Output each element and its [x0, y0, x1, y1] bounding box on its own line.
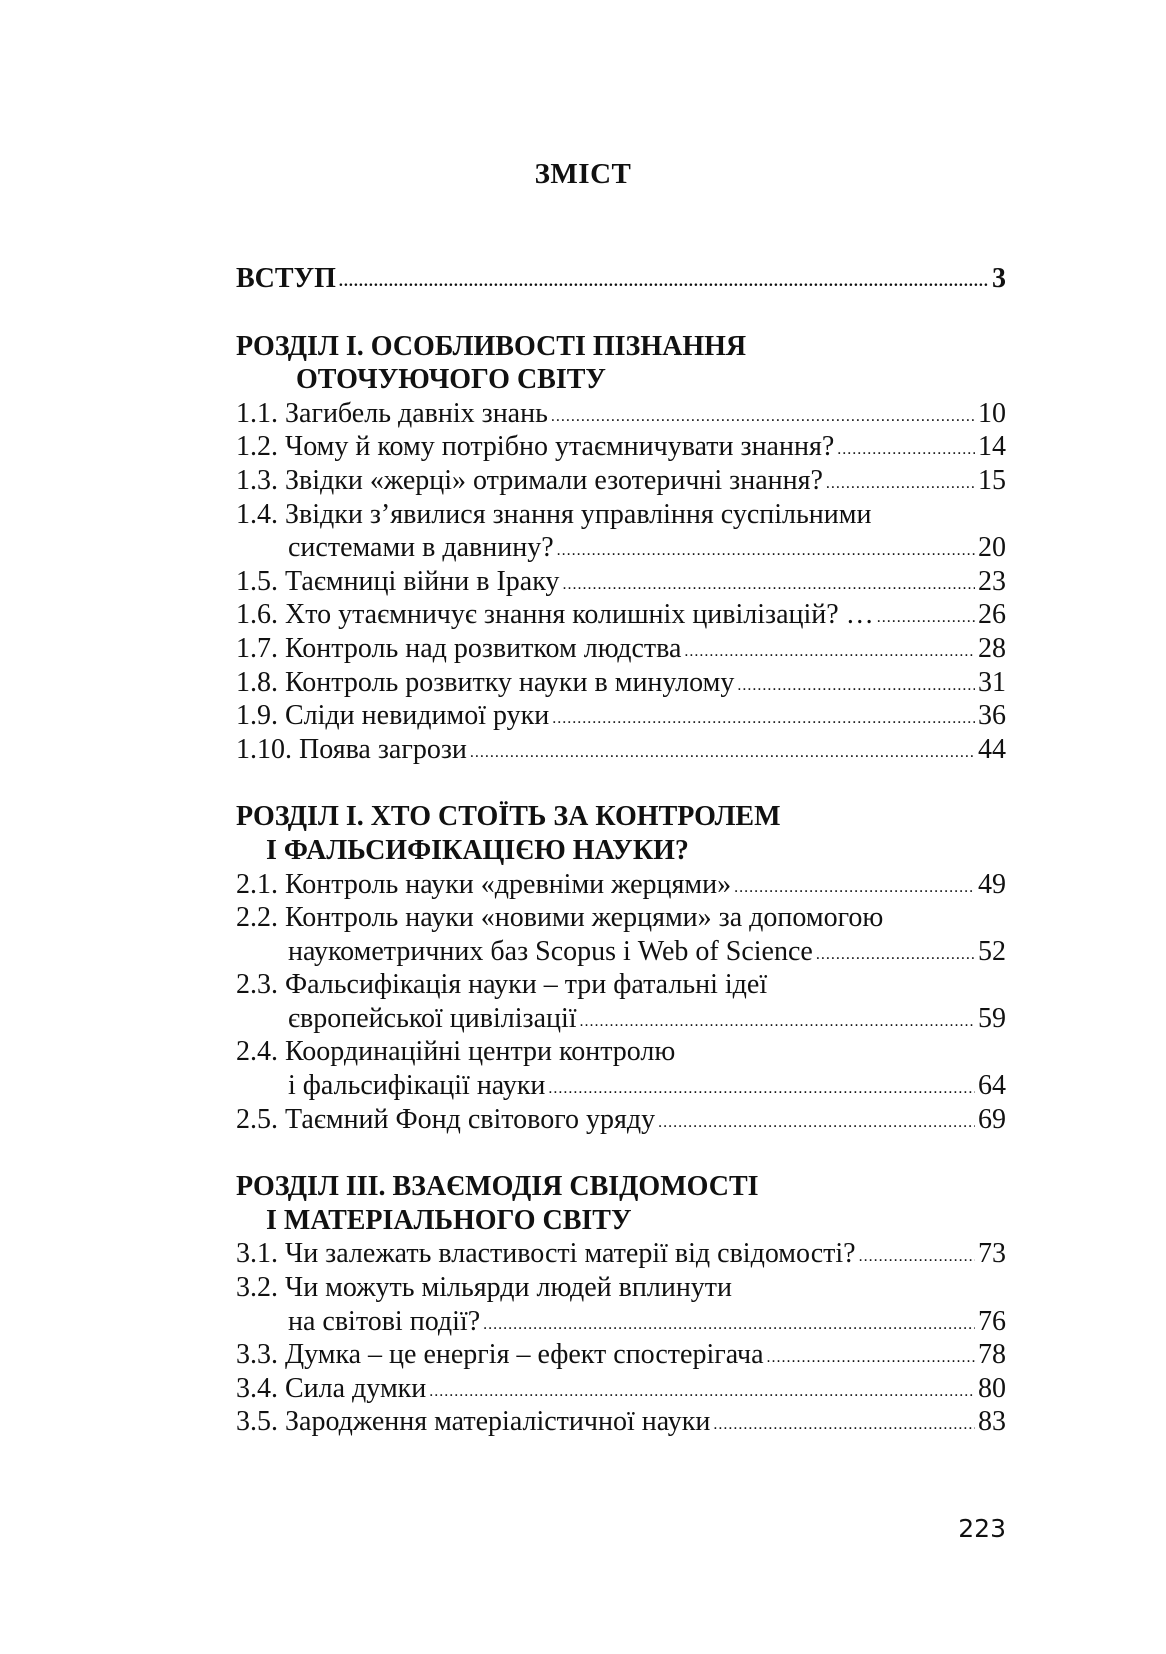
dot-leader	[816, 938, 975, 972]
toc-entry-page: 15	[978, 464, 1006, 496]
dot-leader	[551, 400, 975, 434]
toc-entry[interactable]	[236, 666, 1006, 700]
table-of-contents	[236, 262, 1006, 1473]
toc-entry[interactable]	[236, 565, 1006, 599]
toc-entry[interactable]	[236, 1237, 1006, 1271]
dot-leader	[483, 1308, 975, 1342]
section-heading-line: І ФАЛЬСИФІКАЦІЄЮ НАУКИ?	[266, 834, 689, 866]
section-heading-line: РОЗДІЛ І. ОСОБЛИВОСТІ ПІЗНАННЯ	[236, 330, 747, 362]
toc-entry-label: 2.4. Координаційні центри контролю	[236, 1036, 676, 1068]
toc-entry-page: 49	[978, 868, 1006, 900]
toc-entry-page: 73	[978, 1238, 1006, 1270]
dot-leader	[470, 736, 975, 770]
toc-entry-label: 1.4. Звідки з’явилися знання управління суспільними	[236, 498, 872, 530]
dot-leader	[658, 1106, 975, 1140]
toc-entry-label: 1.2. Чому й кому потрібно утаємничувати знання?	[236, 431, 835, 463]
toc-entry[interactable]	[236, 397, 1006, 431]
toc-entry-page: 31	[978, 666, 1006, 698]
toc-entry-page: 78	[978, 1339, 1006, 1371]
toc-entry[interactable]	[236, 1271, 1006, 1338]
toc-entry-page: 83	[978, 1406, 1006, 1438]
toc-entry-label: європейської цивілізації	[288, 1002, 577, 1034]
toc-entry-label: 3.1. Чи залежать властивості матерії від свідомості?	[236, 1238, 856, 1270]
dot-leader	[767, 1341, 975, 1375]
page-title: ЗМІСТ	[534, 158, 632, 190]
toc-entry-label: 3.4. Сила думки	[236, 1372, 427, 1404]
toc-entry-page: 44	[978, 733, 1006, 765]
toc-entry-label: 3.3. Думка – це енергія – ефект спостерігача	[236, 1339, 764, 1371]
dot-leader	[580, 1005, 975, 1039]
toc-entry-label: 3.5. Зародження матеріалістичної науки	[236, 1406, 711, 1438]
dot-leader	[548, 1072, 975, 1106]
toc-entry-label: на світові події?	[288, 1305, 481, 1337]
toc-entry-page: 26	[978, 599, 1006, 631]
section-heading-line: РОЗДІЛ І. ХТО СТОЇТЬ ЗА КОНТРОЛЕМ	[236, 801, 781, 833]
toc-entry-label: 3.2. Чи можуть мільярди людей вплинути	[236, 1272, 733, 1304]
toc-entry-label: ВСТУП	[236, 263, 336, 294]
toc-entry-page: 20	[978, 532, 1006, 564]
toc-entry-label: 1.5. Таємниці війни в Іраку	[236, 565, 560, 597]
dot-leader	[859, 1240, 975, 1274]
toc-entry-label: 2.1. Контроль науки «древніми жерцями»	[236, 868, 732, 900]
dot-leader	[877, 601, 975, 635]
toc-section-3	[236, 1170, 1006, 1439]
section-heading-line: РОЗДІЛ ІІІ. ВЗАЄМОДІЯ СВІДОМОСТІ	[236, 1171, 759, 1203]
dot-leader	[552, 702, 975, 736]
toc-sections	[236, 330, 1006, 1439]
toc-entry-page: 76	[978, 1305, 1006, 1337]
toc-entry[interactable]	[236, 1035, 1006, 1102]
toc-entry-intro[interactable]	[236, 262, 1006, 296]
toc-section-2	[236, 800, 1006, 1136]
dot-leader	[339, 265, 989, 299]
toc-entry-label: системами в давнину?	[288, 532, 554, 564]
toc-entry-page: 23	[978, 565, 1006, 597]
toc-entry-label: 1.1. Загибель давніх знань	[236, 397, 548, 429]
dot-leader	[837, 433, 975, 467]
section-heading-line: ОТОЧУЮЧОГО СВІТУ	[296, 364, 606, 396]
dot-leader	[562, 568, 975, 602]
toc-entry[interactable]	[236, 430, 1006, 464]
section-heading[interactable]	[236, 330, 1006, 397]
dot-leader	[713, 1408, 975, 1442]
dot-leader	[826, 467, 975, 501]
toc-entry-label: наукометричних баз Scopus і Web of Science	[288, 935, 813, 967]
toc-entry-label: 1.8. Контроль розвитку науки в минулому	[236, 666, 735, 698]
toc-entry-page: 64	[978, 1070, 1006, 1102]
toc-entry-page: 80	[978, 1372, 1006, 1404]
dot-leader	[737, 669, 975, 703]
toc-entry-page: 59	[978, 1002, 1006, 1034]
dot-leader	[557, 534, 975, 568]
toc-entry[interactable]	[236, 498, 1006, 565]
section-heading-line: І МАТЕРІАЛЬНОГО СВІТУ	[266, 1204, 632, 1236]
toc-entry[interactable]	[236, 598, 1006, 632]
toc-entry-label: 1.3. Звідки «жерці» отримали езотеричні знання?	[236, 464, 823, 496]
page-number: 223	[958, 1514, 1006, 1543]
dot-leader	[684, 635, 975, 669]
toc-entry[interactable]	[236, 1103, 1006, 1137]
toc-entry[interactable]	[236, 1372, 1006, 1406]
toc-entry-label: 1.10. Поява загрози	[236, 733, 467, 765]
toc-entry[interactable]	[236, 1338, 1006, 1372]
section-heading[interactable]	[236, 800, 1006, 867]
section-heading[interactable]	[236, 1170, 1006, 1237]
toc-entry-page: 3	[992, 263, 1006, 294]
toc-entry[interactable]	[236, 901, 1006, 968]
toc-entry[interactable]	[236, 632, 1006, 666]
toc-entry-label: 1.9. Сліди невидимої руки	[236, 700, 550, 732]
dot-leader	[429, 1375, 975, 1409]
toc-entry[interactable]	[236, 1405, 1006, 1439]
toc-entry-page: 10	[978, 397, 1006, 429]
toc-entry[interactable]	[236, 699, 1006, 733]
toc-entry[interactable]	[236, 464, 1006, 498]
toc-entry-page: 36	[978, 700, 1006, 732]
toc-entry-page: 69	[978, 1103, 1006, 1135]
toc-entry-label: 2.3. Фальсифікація науки – три фатальні ідеї	[236, 969, 768, 1001]
toc-entry-page: 52	[978, 935, 1006, 967]
toc-section-1	[236, 330, 1006, 767]
toc-entry-page: 28	[978, 632, 1006, 664]
toc-entry[interactable]	[236, 968, 1006, 1035]
toc-entry-label: 2.5. Таємний Фонд світового уряду	[236, 1103, 656, 1135]
toc-entry-label: і фальсифікації науки	[288, 1070, 546, 1102]
toc-entry-label: 1.7. Контроль над розвитком людства	[236, 632, 682, 664]
dot-leader	[734, 871, 975, 905]
toc-entry[interactable]	[236, 733, 1006, 767]
toc-entry-label: 2.2. Контроль науки «новими жерцями» за допомогою	[236, 902, 884, 934]
toc-entry-page: 14	[978, 431, 1006, 463]
toc-entry-label: 1.6. Хто утаємничує знання колишніх цивілізацій? …	[236, 599, 874, 631]
toc-entry[interactable]	[236, 868, 1006, 902]
